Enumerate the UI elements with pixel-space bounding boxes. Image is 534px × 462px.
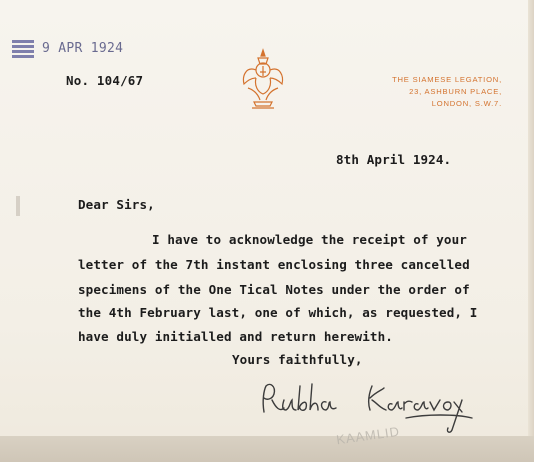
body-line: specimens of the One Tical Notes under the order of bbox=[78, 282, 470, 297]
letter-date: 8th April 1924. bbox=[336, 152, 452, 167]
body-line: letter of the 7th instant enclosing three cancelled bbox=[78, 257, 470, 272]
punch-mark bbox=[16, 196, 20, 216]
received-date-stamp bbox=[12, 38, 136, 62]
royal-crest-icon bbox=[238, 48, 288, 112]
watermark: KAAMLID bbox=[335, 423, 401, 448]
address-line: THE SIAMESE LEGATION, bbox=[392, 75, 502, 84]
body-line: the 4th February last, one of which, as requested, I bbox=[78, 305, 478, 320]
address-line: LONDON, S.W.7. bbox=[431, 99, 502, 108]
stamp-date: 9 APR 1924 bbox=[42, 41, 124, 56]
address-line: 23, ASHBURN PLACE, bbox=[409, 87, 502, 96]
paper-edge-bottom bbox=[0, 436, 534, 462]
document-number: No. 104/67 bbox=[66, 73, 144, 88]
legation-address bbox=[352, 74, 502, 110]
body-line: I have to acknowledge the receipt of your bbox=[152, 232, 467, 247]
salutation: Dear Sirs, bbox=[78, 197, 155, 212]
stamp-bars-icon bbox=[12, 40, 34, 60]
body-line: have duly initialled and return herewith. bbox=[78, 329, 393, 344]
closing: Yours faithfully, bbox=[232, 352, 363, 367]
paper-edge-right bbox=[528, 0, 534, 462]
